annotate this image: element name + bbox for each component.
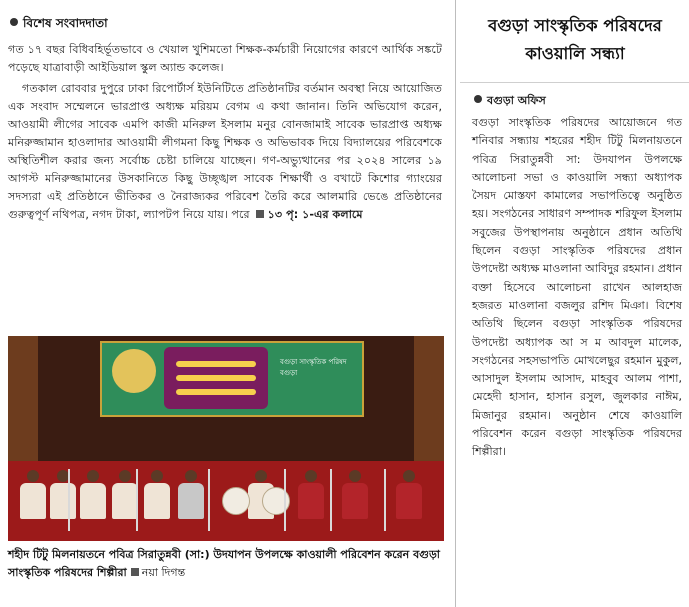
performer bbox=[178, 470, 204, 519]
mic-stand-icon bbox=[330, 469, 332, 531]
performer bbox=[342, 470, 368, 519]
bullet-icon bbox=[474, 95, 482, 103]
bullet-icon bbox=[10, 18, 18, 26]
qawwali-photo bbox=[8, 336, 444, 541]
performer bbox=[20, 470, 46, 519]
mic-stand-icon bbox=[284, 469, 286, 531]
left-paragraph-2-text: গতকাল রোববার দুপুরে ঢাকা রিপোর্টার্স ইউনিটিতে প্রতিষ্ঠানটির বর্তমান অবস্থা নিয়ে আয়োজিত এক সংবাদ সম্মেলনে ভারপ্রাপ্ত অধ্যক্ষ মরিয়ম বেগম এ কথা জানান। তিনি অভিযোগ করেন, আওয়ামী লীগের সাবেক এমপি কাজী মনিরুল ইসলাম মনুর বোনজামাই সাবেক ভারপ্রাপ্ত অধ্যক্ষ মনিরুজ্জামান হাওলাদার আওয়ামী লীগমনা কিছু শিক্ষক ও অভিভাবক দিয়ে বিদ্যালয়ের পরিবেশকে অস্থিতিশীল করার জন্য সর্বোচ্চ চেষ্টা চালিয়ে যাচ্ছেন। গণ-অভ্যুত্থানের পর ২০২৪ সালের ১৯ আগস্ট মনিরুজ্জামানের উসকানিতে কিছু উচ্ছৃঙ্খল সাবেক শিক্ষার্থী ও বখাটে কিশোর গ্যাংয়ের সদস্যরা এই প্রতিষ্ঠানে ভীতিকর ও নৈরাজ্যকর পরিবেশ তৈরি করে আলমারি ভেঙে প্রতিষ্ঠানের গুরুত্বপূর্ণ নথিপত্র, নগদ টাকা, ল্যাপটপ নিয়ে যায়। পরে bbox=[8, 82, 442, 221]
mic-stand-icon bbox=[136, 469, 138, 531]
right-story bbox=[460, 0, 689, 607]
stage-banner bbox=[100, 341, 364, 417]
curtain-left bbox=[8, 336, 38, 461]
performer bbox=[112, 470, 138, 519]
left-paragraph-1: গত ১৭ বছর বিধিবহির্ভূতভাবে ও খেয়াল খুশিমতো শিক্ষক-কর্মচারী নিয়োগের কারণে আর্থিক সঙ্কটে পড়েছে যাত্রাবাড়ী আইডিয়াল স্কুল অ্যান্ড কলেজ। bbox=[8, 43, 442, 74]
banner-emblem-icon bbox=[112, 349, 156, 393]
curtain-right bbox=[414, 336, 444, 461]
left-story-body bbox=[8, 41, 442, 227]
performer bbox=[396, 470, 422, 519]
performer bbox=[80, 470, 106, 519]
photo-caption bbox=[8, 546, 444, 582]
performer bbox=[50, 470, 76, 519]
continued-reference[interactable]: ১৩ পৃ: ১-এর কলামে bbox=[267, 208, 363, 221]
mic-stand-icon bbox=[68, 469, 70, 531]
right-dateline-text: বগুড়া অফিস bbox=[487, 94, 546, 107]
mic-stand-icon bbox=[384, 469, 386, 531]
left-dateline bbox=[10, 15, 108, 35]
photo-caption-text: শহীদ টিটু মিলনায়তনে পবিত্র সিরাতুন্নবী (সা:) উদযাপন উপলক্ষে কাওয়ালী পরিবেশন করেন বগুড়া সাংস্কৃতিক পরিষদের শিল্পীরা bbox=[8, 548, 440, 579]
mic-stand-icon bbox=[208, 469, 210, 531]
column-divider bbox=[455, 0, 456, 607]
drum-icon bbox=[222, 487, 250, 515]
credit-marker-icon bbox=[131, 568, 139, 576]
banner-logo-icon bbox=[164, 347, 268, 409]
right-headline: বগুড়া সাংস্কৃতিক পরিষদের কাওয়ালি সন্ধ্যা bbox=[488, 16, 662, 63]
continued-marker-icon bbox=[256, 210, 264, 218]
right-dateline bbox=[474, 92, 546, 111]
headline-rule bbox=[460, 82, 689, 83]
left-paragraph-2 bbox=[8, 80, 442, 224]
performer bbox=[144, 470, 170, 519]
performer bbox=[298, 470, 324, 519]
photo-credit: নয়া দিগন্ত bbox=[141, 566, 186, 579]
left-dateline-text: বিশেষ সংবাদদাতা bbox=[23, 16, 108, 30]
banner-text: বগুড়া সাংস্কৃতিক পরিষদ বগুড়া bbox=[280, 358, 347, 377]
right-story-body: বগুড়া সাংস্কৃতিক পরিষদের আয়োজনে গত শনিবার সন্ধ্যায় শহরের শহীদ টিটু মিলনায়তনে পবিত্র সিরাতুন্নবী সা: উদযাপন উপলক্ষে আলোচনা সভা ও কাওয়ালি সন্ধ্যা অধ্যাপক সৈয়দ মোস্তফা কামালের সভাপতিত্বে অনুষ্ঠিত হয়। সংগঠনের সাধারণ সম্পাদক শরিফুল ইসলাম সবুজের উপস্থাপনায় অনুষ্ঠানে প্রধান অতিথি ছিলেন বগুড়া সাংস্কৃতিক পরিষদের প্রধান উপদেষ্টা অধ্যক্ষ মাওলানা আবিদুর রহমান। প্রধান বক্তা হিসেবে আলোচনা রাখেন আলহাজ হজরত মাওলানা বজলুর রশিদ মিঞা। বিশেষ অতিথি ছিলেন বগুড়া সাংস্কৃতিক পরিষদের উপদেষ্টা অধ্যাপক আ স ম আবদুল মালেক, সংগঠনের সহসভাপতি মোখলেছুর রহমান মুকুল, আসাদুল ইসলাম আসাদ, মাহবুব আলম পাশা, মেহেদী হাসান, হাসান রসুল, জুলকার নাঈম, মিজানুর রহমান। অনুষ্ঠান শেষে কাওয়ালি পরিবেশন করেন বগুড়া সাংস্কৃতিক পরিষদের শিল্পীরা। bbox=[472, 116, 682, 459]
